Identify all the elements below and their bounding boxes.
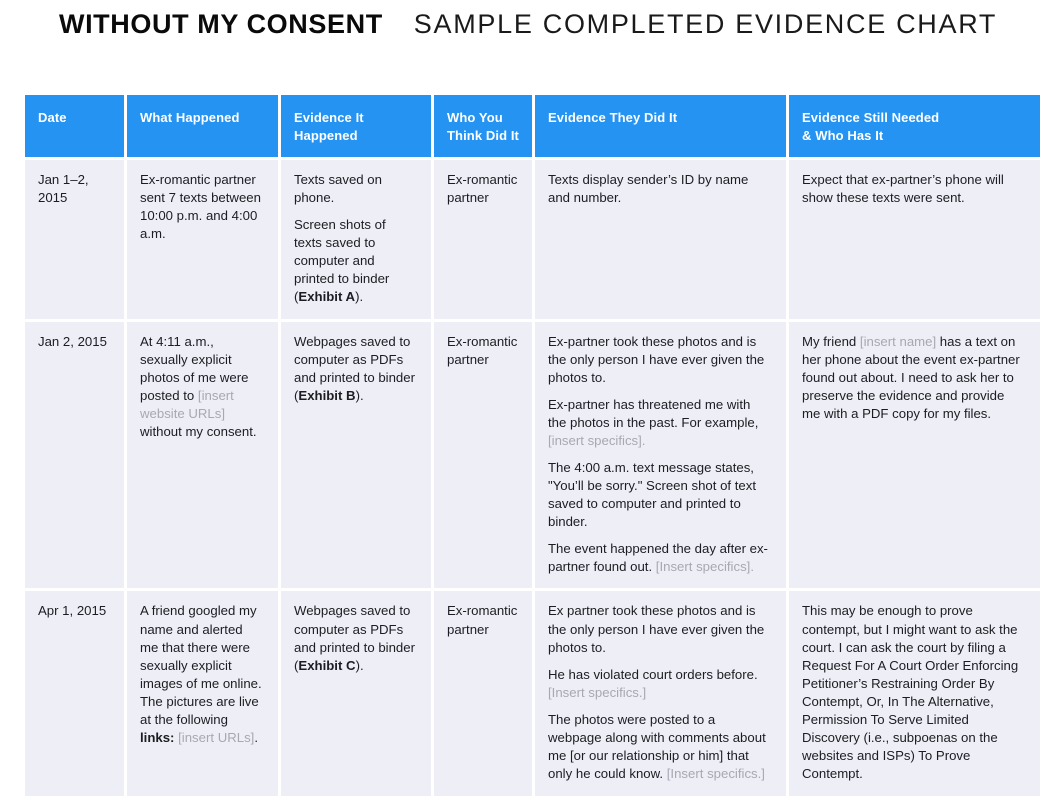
- text-segment: Texts display sender’s ID by name and number.: [548, 172, 749, 206]
- text-segment: The photos were posted to a webpage along with comments about me [or our relationship or him] that only he could know.: [548, 711, 766, 782]
- text-segment: Exhibit B: [298, 387, 356, 403]
- placeholder-text: [Insert specifics].: [655, 559, 754, 575]
- text-segment: ).: [355, 387, 364, 403]
- text-segment: Exhibit A: [298, 289, 356, 305]
- cell-paragraph: [38, 171, 110, 207]
- table-row: [24, 590, 1042, 798]
- text-segment: ).: [355, 289, 364, 305]
- text-segment: This may be enough to prove contempt, but I might want to ask the court. I can ask the court by filing a Request For A Court Order Enforcing Petitioner’s Restraining Order By Contempt, Or, In The Alternative, Permission To Serve Limited Discovery (i.e., subpoenas on the websites and ISPs) To Prove Contempt.: [802, 603, 1019, 782]
- text-segment: Exhibit C: [298, 657, 356, 673]
- text-segment: He has violated court orders before.: [548, 666, 758, 682]
- cell-paragraph: [294, 333, 417, 405]
- cell-what-happened: [126, 590, 280, 798]
- cell-paragraph: [140, 171, 264, 243]
- text-segment: Ex-partner has threatened me with the photos in the past. For example,: [548, 396, 759, 430]
- table-body: [24, 159, 1042, 798]
- text-segment: .: [254, 730, 259, 746]
- column-header-evidence-still-needed: Evidence Still Needed & Who Has It: [788, 94, 1042, 159]
- column-header-evidence-it-happened: Evidence It Happened: [280, 94, 433, 159]
- cell-what-happened: [126, 159, 280, 321]
- text-segment: Ex-romantic partner sent 7 texts between 10:00 p.m. and 4:00 a.m.: [140, 172, 261, 242]
- text-segment: The event happened the day after ex-partner found out.: [548, 541, 768, 575]
- text-segment: Ex-romantic partner: [447, 172, 518, 206]
- evidence-table: [22, 92, 1043, 799]
- cell-evidence-still-needed: [788, 320, 1042, 590]
- cell-evidence-still-needed: [788, 159, 1042, 321]
- cell-paragraph: [447, 333, 528, 369]
- text-segment: Webpages saved to computer as PDFs and printed to binder (: [294, 333, 415, 403]
- column-header-who-you-think-did-it: Who You Think Did It: [433, 94, 534, 159]
- cell-date: [24, 159, 126, 321]
- text-segment: Jan 2, 2015: [38, 333, 107, 349]
- placeholder-text: [insert website URLs]: [140, 387, 234, 421]
- cell-paragraph: [140, 602, 264, 747]
- cell-evidence-still-needed: [788, 590, 1042, 798]
- text-segment: At 4:11 a.m., sexually explicit photos of me were posted to: [140, 333, 249, 403]
- text-segment: My friend: [802, 333, 860, 349]
- text-segment: Screen shots of texts saved to computer and printed to binder (: [294, 217, 390, 305]
- table-row: [24, 320, 1042, 590]
- site-brand: WITHOUT MY CONSENT: [59, 9, 383, 39]
- placeholder-text: [insert name]: [859, 333, 937, 349]
- text-segment: Ex-partner took these photos and is the only person I have ever given the photos to.: [548, 333, 765, 385]
- cell-paragraph: [447, 171, 528, 207]
- cell-paragraph: [140, 333, 264, 441]
- text-segment: Ex-romantic partner: [447, 333, 518, 367]
- cell-evidence-it-happened: [280, 590, 433, 798]
- cell-who-you-think-did-it: [433, 320, 534, 590]
- cell-paragraph: [38, 333, 110, 351]
- cell-who-you-think-did-it: [433, 159, 534, 321]
- cell-paragraph: [294, 602, 417, 674]
- cell-paragraph: [802, 333, 1026, 423]
- text-segment: Expect that ex-partner’s phone will show these texts were sent.: [802, 172, 1004, 206]
- text-segment: has a text on her phone about the event ex-partner found out about. I need to ask her to preserve the evidence and provide me with a PDF copy for my files.: [802, 333, 1020, 421]
- cell-paragraph: [548, 396, 772, 450]
- cell-paragraph: [294, 171, 417, 207]
- masthead: [59, 9, 997, 40]
- cell-paragraph: [548, 602, 772, 656]
- column-header-what-happened: What Happened: [126, 94, 280, 159]
- cell-who-you-think-did-it: [433, 590, 534, 798]
- cell-paragraph: [548, 666, 772, 702]
- cell-what-happened: [126, 320, 280, 590]
- cell-paragraph: [447, 602, 528, 638]
- cell-date: [24, 590, 126, 798]
- placeholder-text: [insert URLs]: [178, 730, 255, 746]
- text-segment: Texts saved on phone.: [294, 172, 382, 206]
- column-header-evidence-they-did-it: Evidence They Did It: [534, 94, 788, 159]
- text-segment: Ex-romantic partner: [447, 603, 518, 637]
- table-header-row: [24, 94, 1042, 159]
- cell-paragraph: [548, 333, 772, 387]
- text-segment: Jan 1–2, 2015: [38, 172, 89, 206]
- cell-paragraph: [548, 459, 772, 531]
- cell-paragraph: [802, 171, 1026, 207]
- cell-paragraph: [548, 171, 772, 207]
- placeholder-text: [insert specifics].: [548, 432, 646, 448]
- cell-paragraph: [548, 540, 772, 576]
- text-segment: Webpages saved to computer as PDFs and printed to binder (: [294, 603, 415, 673]
- cell-date: [24, 320, 126, 590]
- page-title: SAMPLE COMPLETED EVIDENCE CHART: [413, 9, 998, 39]
- text-segment: A friend googled my name and alerted me that there were sexually explicit images of me online. The pictures are live at the following: [140, 603, 262, 727]
- cell-evidence-it-happened: [280, 320, 433, 590]
- table-row: [24, 159, 1042, 321]
- text-segment: Apr 1, 2015: [38, 603, 107, 619]
- placeholder-text: [Insert specifics.]: [666, 766, 765, 782]
- text-segment: The 4:00 a.m. text message states, "You’ll be sorry." Screen shot of text saved to computer and printed to binder.: [548, 460, 757, 530]
- cell-paragraph: [548, 711, 772, 783]
- column-header-date: Date: [24, 94, 126, 159]
- cell-evidence-they-did-it: [534, 590, 788, 798]
- text-segment: Ex partner took these photos and is the only person I have ever given the photos to.: [548, 603, 765, 655]
- text-segment: ).: [355, 657, 364, 673]
- cell-evidence-they-did-it: [534, 320, 788, 590]
- cell-paragraph: [294, 216, 417, 306]
- placeholder-text: [Insert specifics.]: [548, 684, 647, 700]
- cell-paragraph: [38, 602, 110, 620]
- cell-paragraph: [802, 602, 1026, 783]
- text-segment: links:: [140, 730, 175, 746]
- cell-evidence-it-happened: [280, 159, 433, 321]
- text-segment: without my consent.: [140, 423, 257, 439]
- cell-evidence-they-did-it: [534, 159, 788, 321]
